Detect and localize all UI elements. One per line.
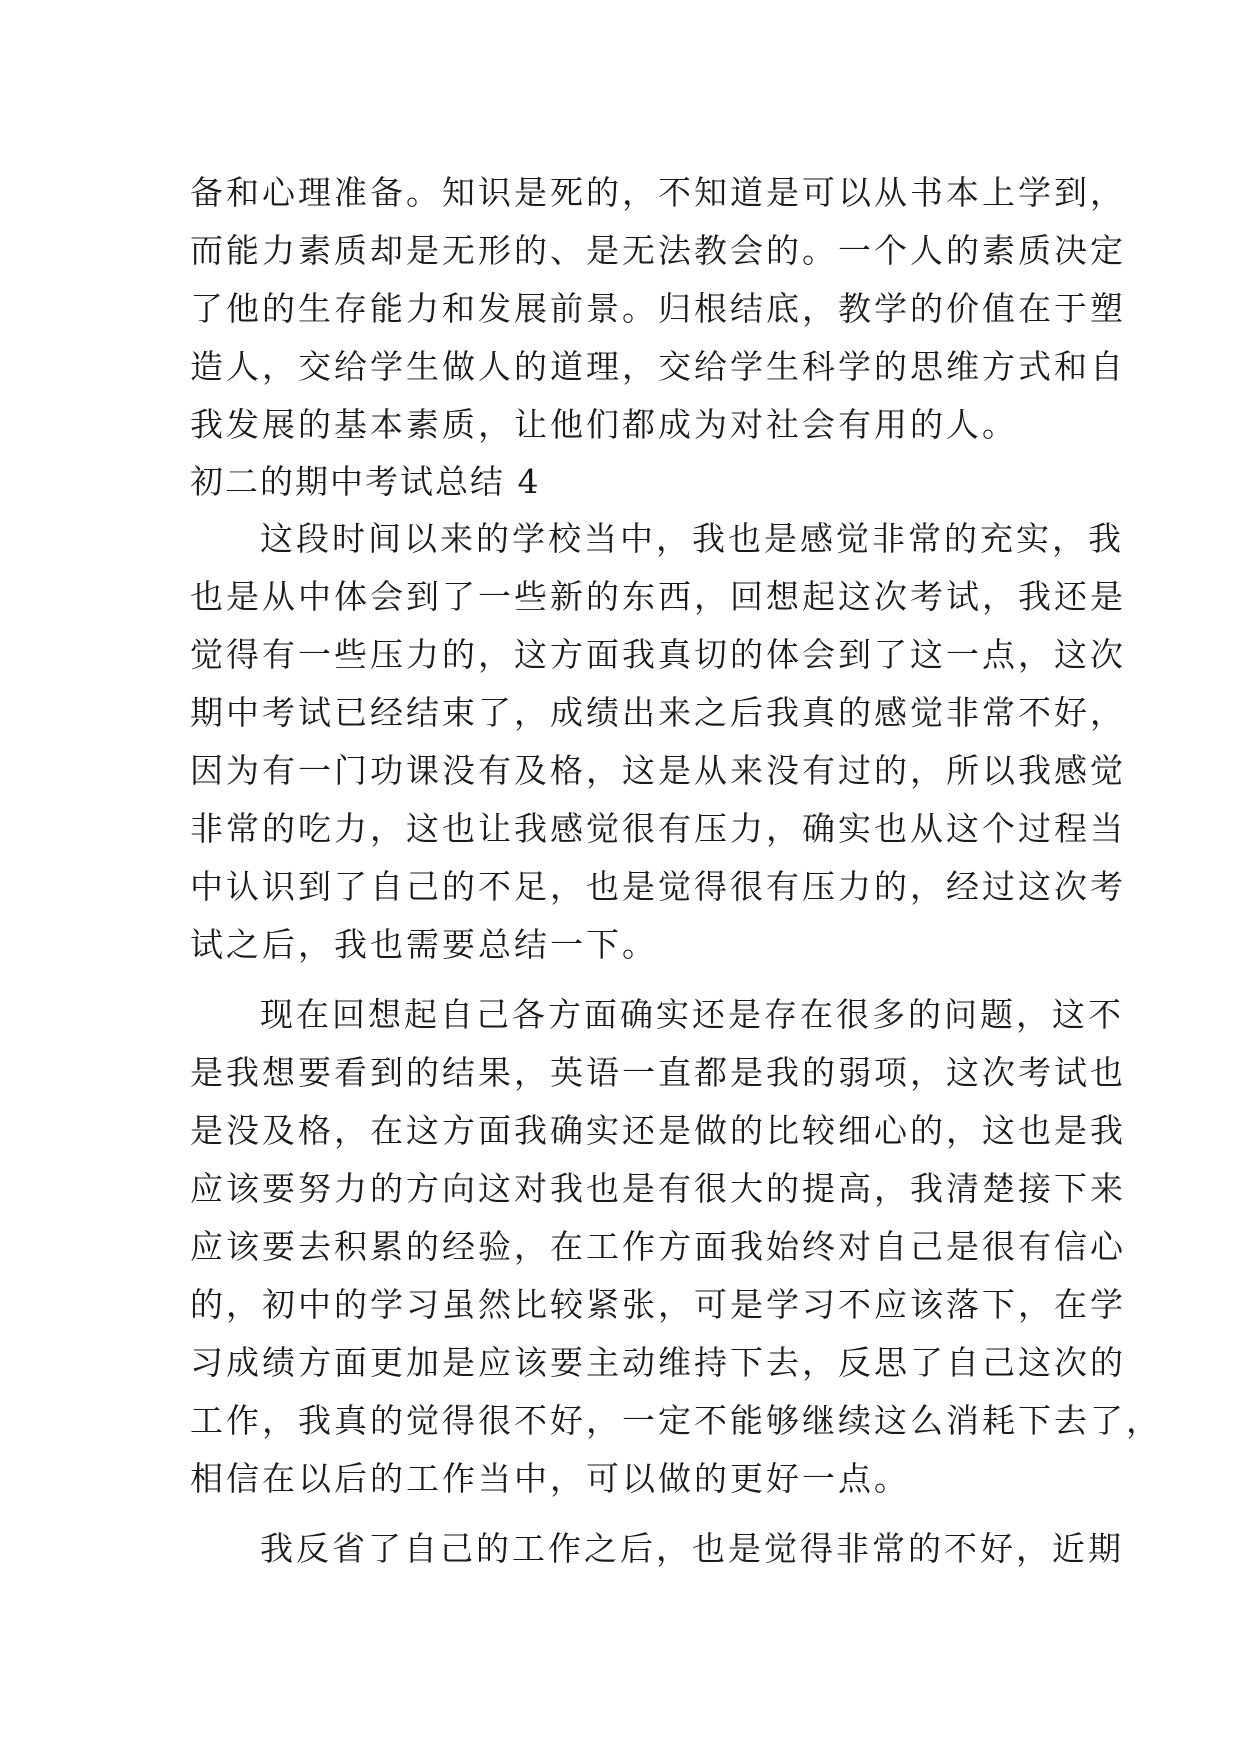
text-line: 现在回想起自己各方面确实还是存在很多的问题，这不 <box>260 995 1124 1034</box>
text-line: 习成绩方面更加是应该要主动维持下去，反思了自己这次的 <box>190 1343 1126 1382</box>
text-line: 期中考试已经结束了，成绩出来之后我真的感觉非常不好， <box>190 693 1126 732</box>
text-line: 中认识到了自己的不足，也是觉得很有压力的，经过这次考 <box>190 867 1126 906</box>
document-body <box>190 164 1162 1578</box>
text-line: 也是从中体会到了一些新的东西，回想起这次考试，我还是 <box>190 577 1126 616</box>
text-line: 相信在以后的工作当中，可以做的更好一点。 <box>190 1459 910 1498</box>
text-line: 工作，我真的觉得很不好，一定不能够继续这么消耗下去了， <box>190 1401 1162 1440</box>
section-heading: 初二的期中考试总结 4 <box>190 462 541 501</box>
paragraph-3 <box>190 1520 1124 1578</box>
text-line: 是没及格，在这方面我确实还是做的比较细心的，这也是我 <box>190 1111 1126 1150</box>
text-line: 因为有一门功课没有及格，这是从来没有过的，所以我感觉 <box>190 751 1126 790</box>
text-line: 造人，交给学生做人的道理，交给学生科学的思维方式和自 <box>190 347 1126 386</box>
text-line: 非常的吃力，这也让我感觉很有压力，确实也从这个过程当 <box>190 809 1126 848</box>
text-line: 是我想要看到的结果，英语一直都是我的弱项，这次考试也 <box>190 1053 1126 1092</box>
paragraph-gap <box>190 1508 1070 1520</box>
text-line: 觉得有一些压力的，这方面我真切的体会到了这一点，这次 <box>190 635 1126 674</box>
text-line: 而能力素质却是无形的、是无法教会的。一个人的素质决定 <box>190 231 1126 270</box>
text-line: 了他的生存能力和发展前景。归根结底，教学的价值在于塑 <box>190 289 1126 328</box>
text-line: 应该要努力的方向这对我也是有很大的提高，我清楚接下来 <box>190 1169 1126 1208</box>
paragraph-1 <box>190 510 1126 974</box>
text-line: 这段时间以来的学校当中，我也是感觉非常的充实，我 <box>260 519 1124 558</box>
text-line: 试之后，我也需要总结一下。 <box>190 925 658 964</box>
paragraph-2 <box>190 986 1162 1508</box>
text-line: 我发展的基本素质，让他们都成为对社会有用的人。 <box>190 405 1018 444</box>
text-line: 的，初中的学习虽然比较紧张，可是学习不应该落下，在学 <box>190 1285 1126 1324</box>
text-line: 备和心理准备。知识是死的，不知道是可以从书本上学到， <box>190 173 1126 212</box>
text-line: 我反省了自己的工作之后，也是觉得非常的不好，近期 <box>260 1529 1124 1568</box>
paragraph-gap <box>190 974 1070 986</box>
text-line: 应该要去积累的经验，在工作方面我始终对自己是很有信心 <box>190 1227 1126 1266</box>
paragraph-continued <box>190 164 1126 454</box>
